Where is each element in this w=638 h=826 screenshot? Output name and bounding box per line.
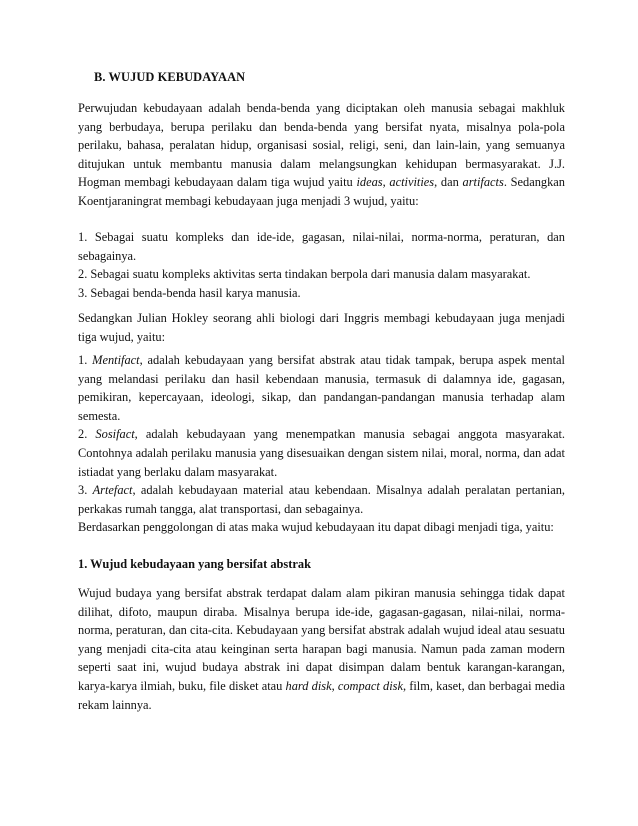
list-item: 2. Sebagai suatu kompleks aktivitas serta tindakan berpola dari manusia dalam masyarakat. [78, 267, 531, 282]
list-item: 3. Artefact, adalah kebudayaan material atau kebendaan. Misalnya adalah peralatan pertanian, perkakas rumah tangga, alat transportasi, dan sebagainya. [78, 483, 565, 516]
intro-paragraph [78, 99, 565, 211]
list-item: 3. Sebagai benda-benda hasil karya manusia. [78, 285, 301, 300]
term-compact-disk: compact disk [337, 678, 403, 693]
list-item: 2. Sosifact, adalah kebudayaan yang menempatkan manusia sebagai anggota masyarakat. Contohnya adalah perilaku manusia yang disesuaikan dengan sistem nilai, moral, norma, dan adat istiadat yang berlaku dalam masyarakat. [78, 427, 566, 479]
term-hard-disk: hard disk [285, 678, 332, 693]
list-item: 1. Mentifact, adalah kebudayaan yang bersifat abstrak atau tidak tampak, berupa aspek mental yang melandasi perilaku dan hasil kebendaan manusia, termasuk di dalamnya ide, gagasan, pemikiran, kepercayaan, ideologi, sikap, dan pandangan-pandangan manusia terhadap alam semesta. [78, 353, 565, 423]
term-artefact: Artefact [92, 483, 133, 498]
term-sosifact: Sosifact [95, 427, 135, 442]
term-activities: activities [389, 175, 435, 190]
hokley-paragraph: Sedangkan Julian Hokley seorang ahli biologi dari Inggris membagi kebudayaan juga menjadi tiga wujud, yaitu: [78, 311, 565, 344]
term-ideas: ideas [356, 175, 383, 190]
section-heading: B. WUJUD KEBUDAYAAN [94, 70, 246, 84]
hokley-list [78, 351, 565, 518]
abstrak-paragraph: Wujud budaya yang bersifat abstrak terdapat dalam alam pikiran manusia sehingga tidak dapat dilihat, difoto, maupun diraba. Misalnya berupa ide-ide, gagasan-gagasan, nilai-nilai, norma-norma, peraturan, dan cita-cita. Kebudayaan yang bersifat abstrak adalah wujud ideal atau sesuatu yang menjadi cita-cita atau keinginan serta harapan bagi manusia. Namun pada zaman modern seperti saat ini, wujud budaya abstrak ini dapat disimpan dalam bentuk karangan-karangan, karya-karya ilmiah, buku, file disket atau hard disk, compact disk, film, kaset, dan berbagai media rekam lainnya. [78, 586, 565, 712]
intro-text-1: Perwujudan kebudayaan adalah benda-benda yang diciptakan oleh manusia sebagai makhluk yang berbudaya, berupa perilaku dan benda-benda yang bersifat nyata, misalnya pola-pola perilaku, bahasa, peralatan hidup, organisasi sosial, religi, seni, dan lain-lain, yang semuanya ditujukan untuk membantu manusia dalam melangsungkan kehidupan bermasyarakat. J.J. Hogman membagi kebudayaan dalam tiga wujud yaitu [78, 101, 565, 190]
berdasarkan-paragraph: Berdasarkan penggolongan di atas maka wujud kebudayaan itu dapat dibagi menjadi tiga, yaitu: [78, 520, 554, 534]
term-artifacts: artifacts [462, 175, 504, 190]
term-mentifact: Mentifact [92, 353, 140, 367]
subsection-heading: 1. Wujud kebudayaan yang bersifat abstrak [78, 557, 311, 571]
intro-text-4: . Sedangkan Koentjaraningrat membagi kebudayaan juga menjadi 3 wujud, yaitu: [78, 175, 565, 208]
koentjaraningrat-list [78, 228, 565, 302]
list-item: 1. Sebagai suatu kompleks dan ide-ide, gagasan, nilai-nilai, norma-norma, peraturan, dan sebagainya. [78, 230, 565, 263]
intro-text-2: , [382, 175, 390, 190]
intro-text-3: , dan [434, 175, 463, 190]
